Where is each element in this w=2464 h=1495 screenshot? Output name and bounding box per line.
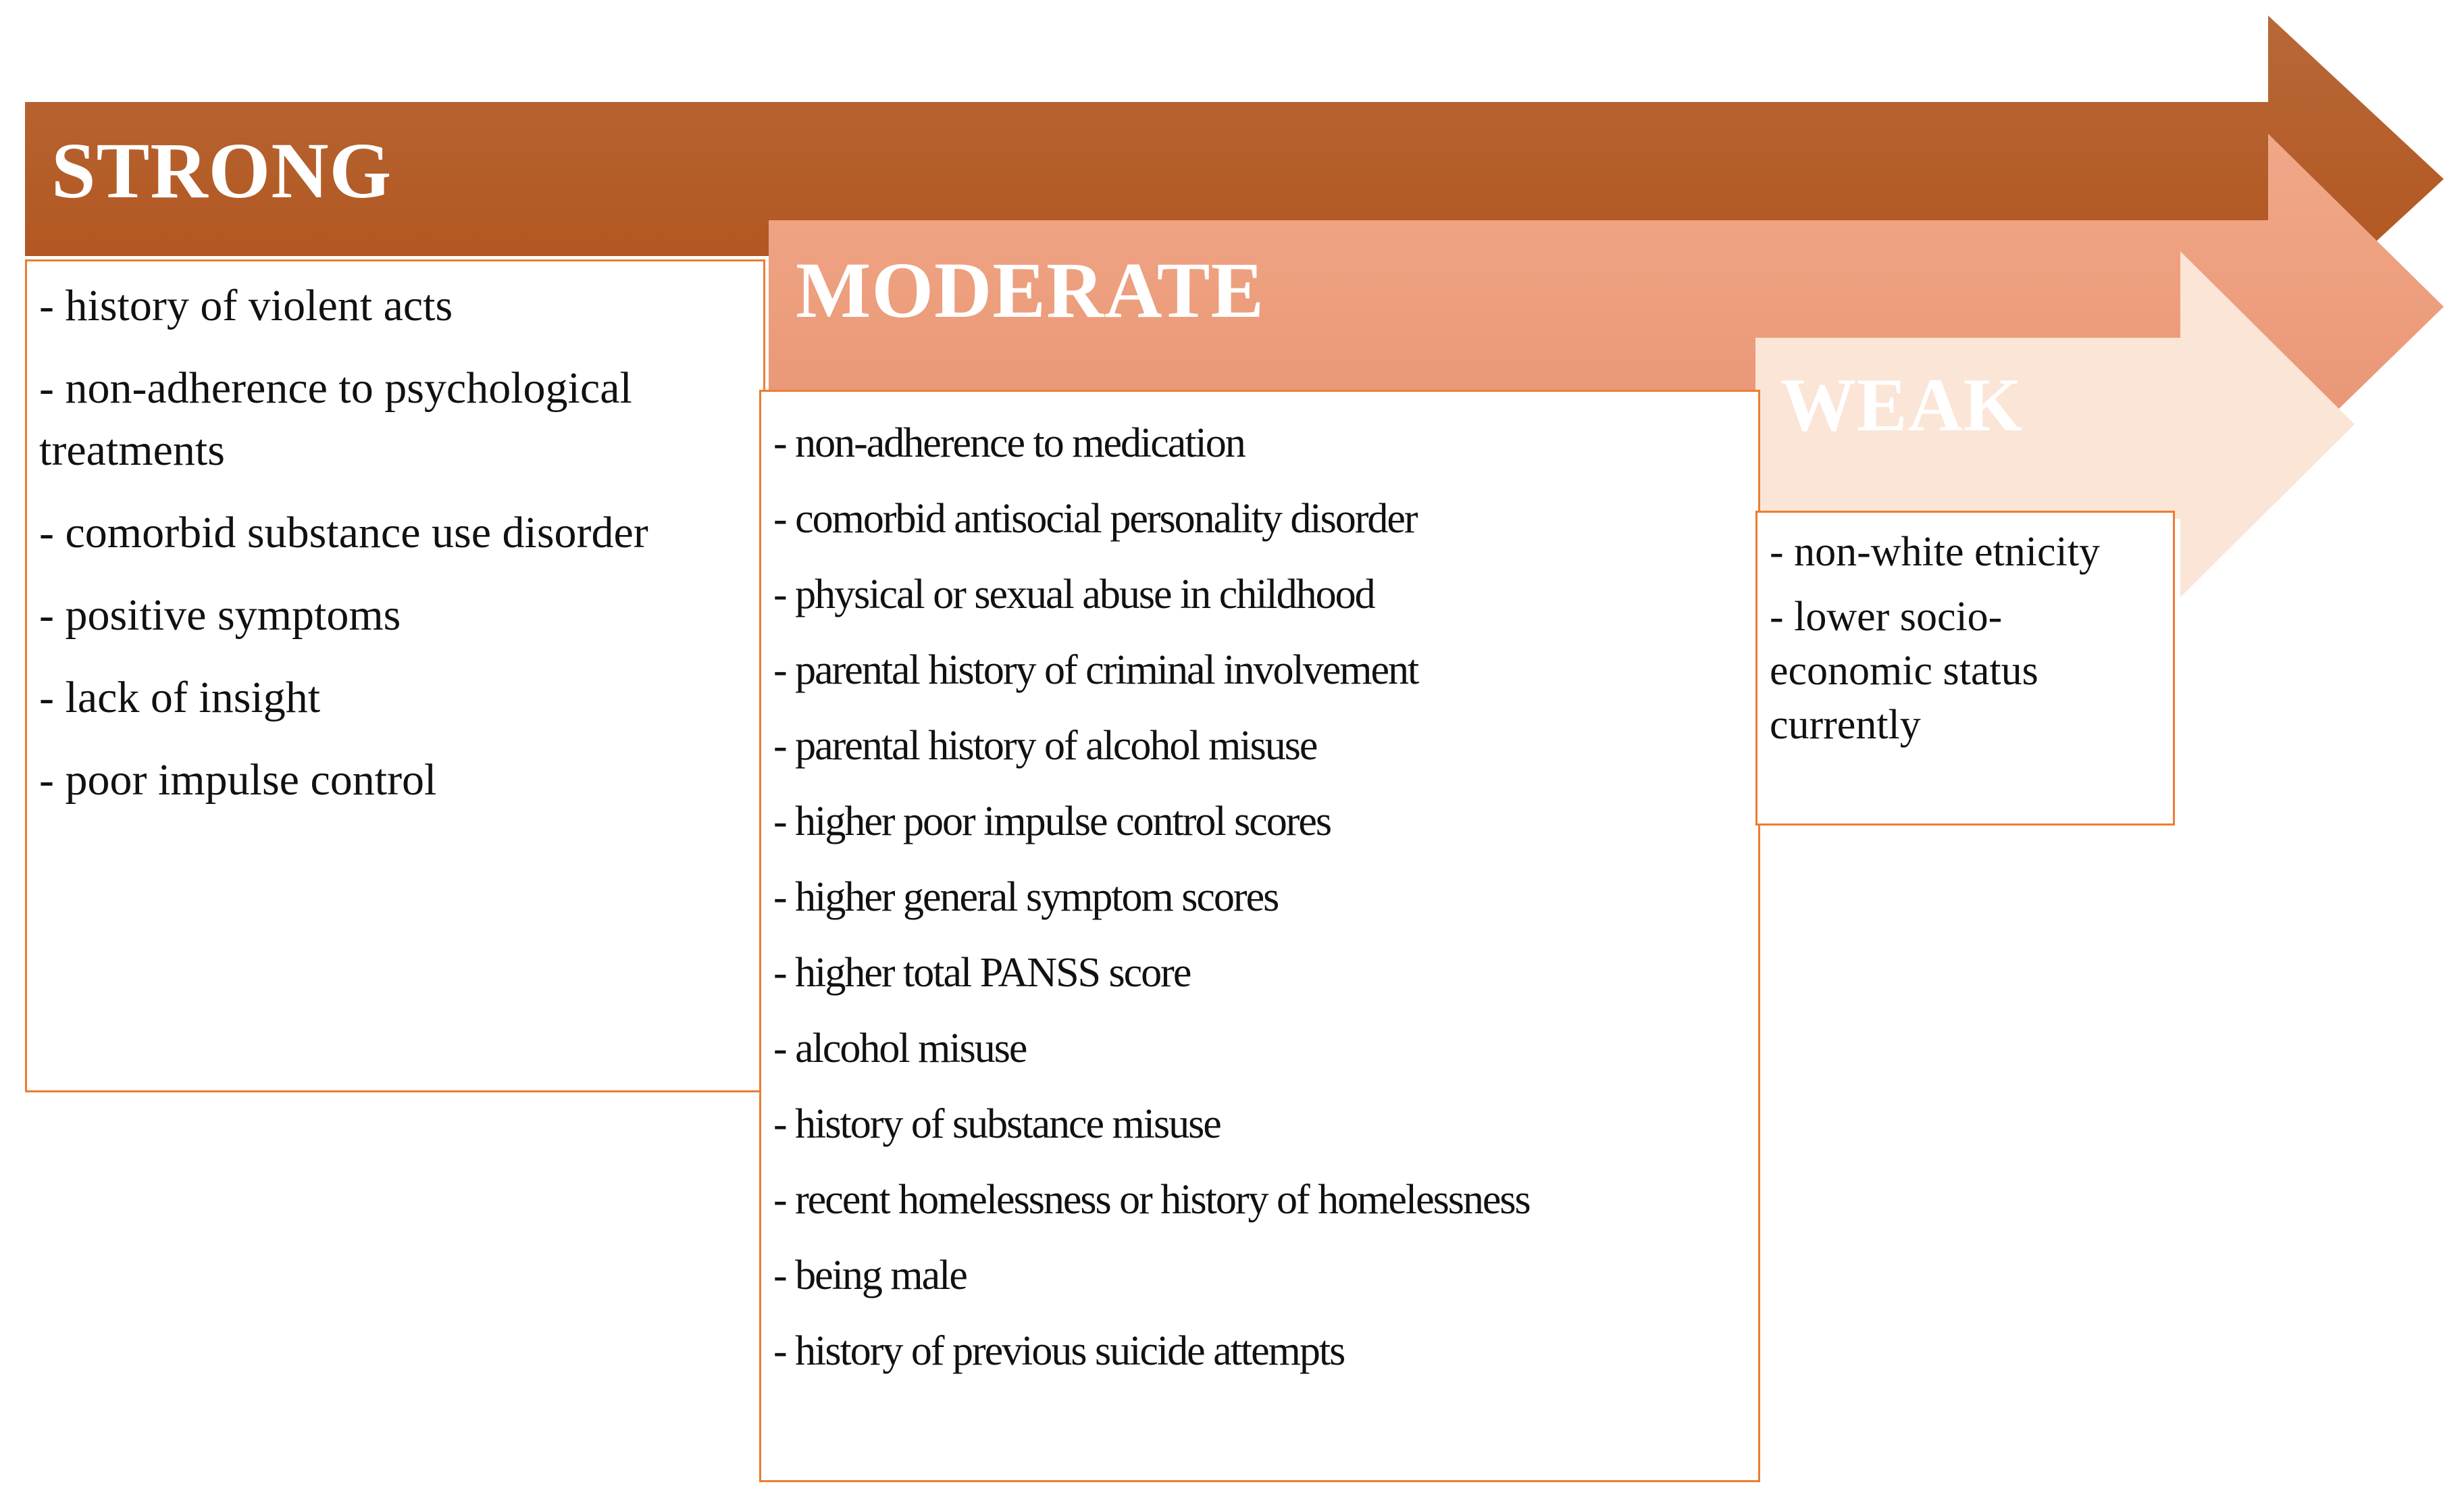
moderate-heading: MODERATE bbox=[796, 246, 1265, 334]
weak-factors-list bbox=[1770, 525, 2161, 752]
list-item: - higher total PANSS score bbox=[773, 950, 1191, 996]
list-item: - poor impulse control bbox=[39, 755, 437, 805]
moderate-factors-list bbox=[773, 405, 1746, 1389]
list-item: - lower socio-economic status currently bbox=[1770, 594, 2038, 748]
list-item: - non-adherence to medication bbox=[773, 420, 1245, 466]
list-item: - comorbid substance use disorder bbox=[39, 508, 648, 557]
list-item: - positive symptoms bbox=[39, 590, 401, 640]
list-item: - alcohol misuse bbox=[773, 1025, 1027, 1071]
list-item: - parental history of criminal involvement bbox=[773, 647, 1418, 693]
list-item: - history of violent acts bbox=[39, 281, 453, 330]
list-item: - recent homelessness or history of homelessness bbox=[773, 1177, 1530, 1223]
list-item: - lack of insight bbox=[39, 673, 321, 722]
list-item: - being male bbox=[773, 1252, 967, 1298]
list-item: - higher poor impulse control scores bbox=[773, 799, 1331, 844]
moderate-factors-box bbox=[759, 390, 1760, 1482]
list-item: - physical or sexual abuse in childhood bbox=[773, 572, 1375, 617]
strong-factors-box bbox=[25, 259, 765, 1092]
weak-factors-box bbox=[1755, 511, 2175, 826]
weak-heading: WEAK bbox=[1780, 363, 2023, 447]
strong-heading: STRONG bbox=[51, 126, 392, 215]
list-item: - parental history of alcohol misuse bbox=[773, 723, 1317, 769]
list-item: - comorbid antisocial personality disorder bbox=[773, 496, 1417, 542]
list-item: - non-adherence to psychological treatments bbox=[39, 363, 632, 475]
list-item: - non-white etnicity bbox=[1770, 529, 2100, 575]
list-item: - history of substance misuse bbox=[773, 1101, 1221, 1147]
list-item: - higher general symptom scores bbox=[773, 874, 1279, 920]
list-item: - history of previous suicide attempts bbox=[773, 1328, 1345, 1374]
strong-factors-list bbox=[39, 275, 751, 811]
